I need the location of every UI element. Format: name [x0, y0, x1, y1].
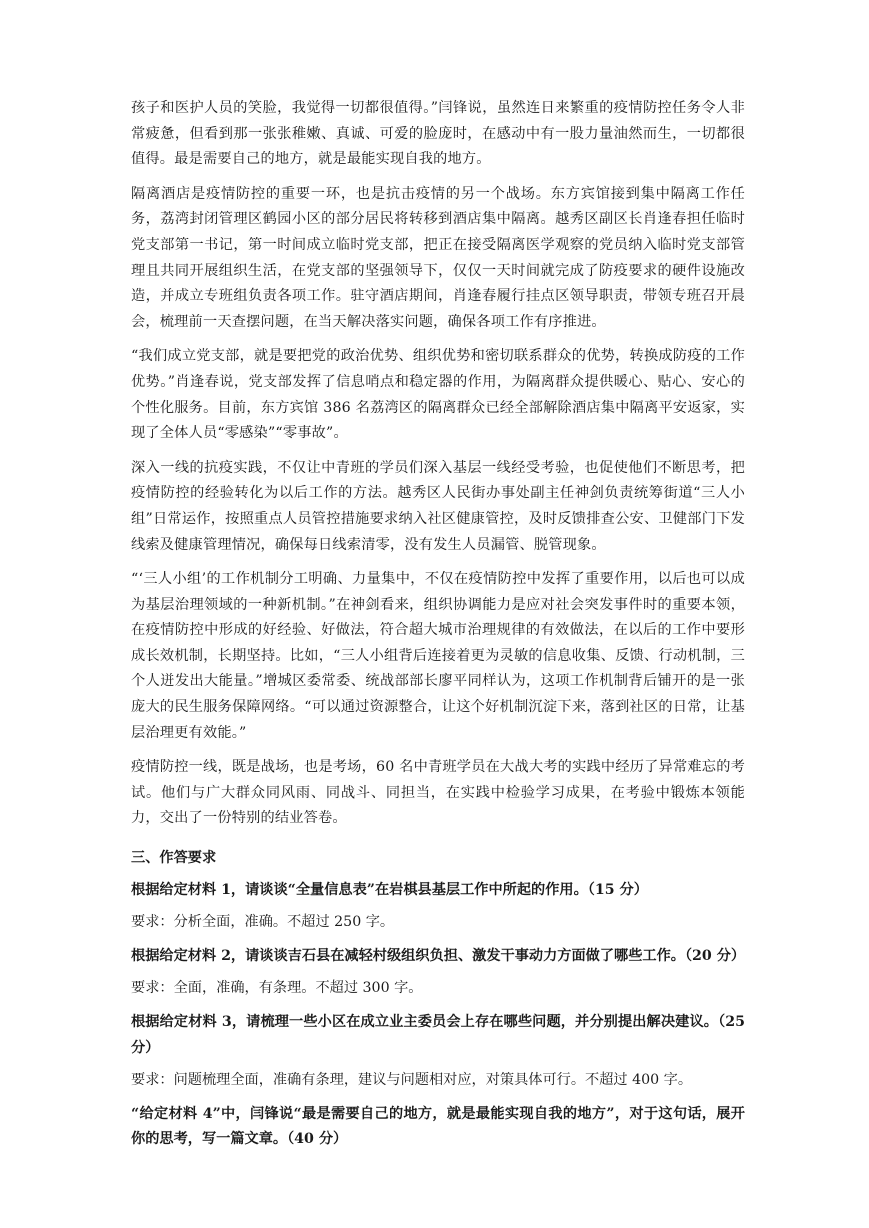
paragraph: “‘三人小组’的工作机制分工明确、力量集中，不仅在疫情防控中发挥了重要作用，以后也可以成为基层治理领域的一种新机制。”在神剑看来，组织协调能力是应对社会突发事件时的重要本领，在疫情防控中形成的好经验、好做法，符合超大城市治理规律的有效做法，在以后的工作中要形成长效机制，长期坚持。比如，“三人小组背后连接着更为灵敏的信息收集、反馈、行动机制，三个人迸发出大能量。”增城区委常委、统战部部长廖平同样认为，这项工作机制背后铺开的是一张庞大的民生服务保障网络。“可以通过资源整合，让这个好机制沉淀下来，落到社区的日常，让基层治理更有效能。”: [131, 571, 745, 741]
paragraph: 孩子和医护人员的笑脸，我觉得一切都很值得。”闫锋说，虽然连日来繁重的疫情防控任务令人非常疲惫，但看到那一张张稚嫩、真诚、可爱的脸庞时，在感动中有一股力量油然而生，一切都很值得。最是需要自己的地方，就是最能实现自我的地方。: [131, 100, 745, 168]
question-requirement: 要求：问题梳理全面，准确有条理，建议与问题相对应，对策具体可行。不超过 400 字。: [131, 1072, 693, 1089]
question-requirement: 要求：分析全面，准确。不超过 250 字。: [131, 914, 395, 931]
question-requirement: 要求：全面，准确，有条理。不超过 300 字。: [131, 980, 423, 997]
paragraph: 隔离酒店是疫情防控的重要一环，也是抗击疫情的另一个战场。东方宾馆接到集中隔离工作任务，荔湾封闭管理区鹤园小区的部分居民将转移到酒店集中隔离。越秀区副区长肖逢春担任临时党支部第一书记，第一时间成立临时党支部，把正在接受隔离医学观察的党员纳入临时党支部管理且共同开展组织生活，在党支部的坚强领导下，仅仅一天时间就完成了防疫要求的硬件设施改造，并成立专班组负责各项工作。驻守酒店期间，肖逢春履行挂点区领导职责，带领专班召开晨会，梳理前一天查摆问题，在当天解决落实问题，确保各项工作有序推进。: [131, 185, 745, 330]
paragraph: “我们成立党支部，就是要把党的政治优势、组织优势和密切联系群众的优势，转换成防疫的工作优势。”肖逢春说，党支部发挥了信息哨点和稳定器的作用，为隔离群众提供暖心、贴心、安心的个性化服务。目前，东方宾馆 386 名荔湾区的隔离群众已经全部解除酒店集中隔离平安返家，实现了全体人员“零感染”“零事故”。: [131, 348, 745, 442]
paragraph: 疫情防控一线，既是战场，也是考场，60 名中青班学员在大战大考的实践中经历了异常难忘的考试。他们与广大群众同风雨、同战斗、同担当，在实践中检验学习成果，在考验中锻炼本领能力，交出了一份特别的结业答卷。: [131, 759, 745, 827]
question-prompt: “给定材料 4”中，闫锋说“最是需要自己的地方，就是最能实现自我的地方”，对于这句话，展开你的思考，写一篇文章。（40 分）: [131, 1105, 745, 1148]
question-prompt: 根据给定材料 3，请梳理一些小区在成立业主委员会上存在哪些问题，并分别提出解决建议。（25 分）: [131, 1014, 745, 1056]
question-prompt: 根据给定材料 1，请谈谈“全量信息表”在岩棋县基层工作中所起的作用。（15 分）: [131, 881, 648, 898]
paragraph: 深入一线的抗疫实践，不仅让中青班的学员们深入基层一线经受考验，也促使他们不断思考，把疫情防控的经验转化为以后工作的方法。越秀区人民街办事处副主任神剑负责统筹街道“三人小组”日常运作，按照重点人员管控措施要求纳入社区健康管控，及时反馈排查公安、卫健部门下发线索及健康管理情况，确保每日线索清零，没有发生人员漏管、脱管现象。: [131, 459, 745, 553]
section-title: 三、作答要求: [131, 850, 217, 867]
question-prompt: 根据给定材料 2，请谈谈吉石县在减轻村级组织负担、激发干事动力方面做了哪些工作。（20 分）: [131, 947, 746, 964]
document-page: [131, 96, 745, 1160]
